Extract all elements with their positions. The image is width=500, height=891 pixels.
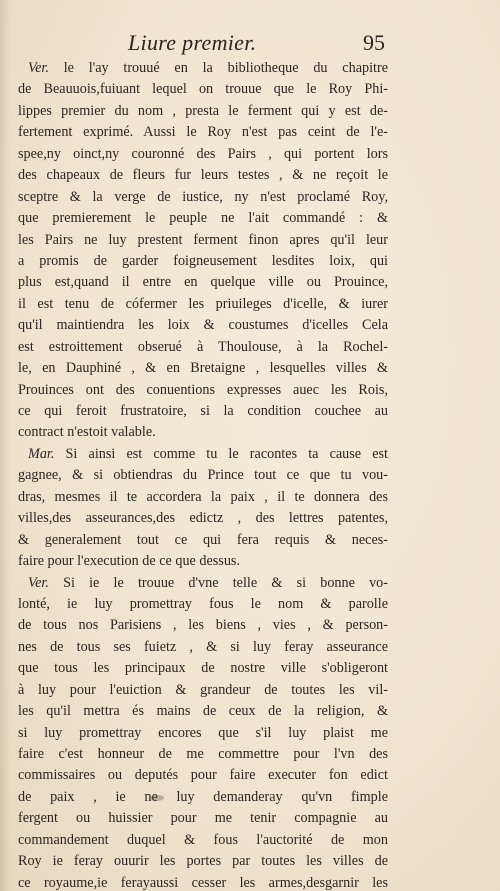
text-line: le, en Dauphiné , & en Bretaigne , lesquelles villes & bbox=[18, 360, 388, 377]
text-line: nes de tous ses fuietz , & si luy feray asseurance bbox=[18, 638, 388, 655]
body-text bbox=[18, 58, 388, 891]
text-line: à luy pour l'euiction & grandeur de toutes les vil- bbox=[18, 681, 388, 698]
text-line: lippes premier du nom , presta le ferment qui y est de- bbox=[18, 102, 388, 119]
text-line: commissaires ou deputés pour faire executer fon edict bbox=[18, 767, 388, 784]
text-line: fergent ou huissier pour me tenir compagnie au bbox=[18, 810, 388, 827]
page-header bbox=[40, 30, 385, 54]
text-line: de paix , ie ne luy demanderay qu'vn fimple bbox=[18, 788, 388, 805]
text-line: Ver. Si ie le trouue d'vne telle & si bonne vo- bbox=[28, 574, 388, 591]
text-line: lonté, ie luy promettray fous le nom & parolle bbox=[18, 595, 388, 612]
text-line: & generalement tout ce qui fera requis & neces- bbox=[18, 531, 388, 548]
text-line: commandement duquel & fous l'auctorité de mon bbox=[18, 831, 388, 848]
speaker-label: Ver. bbox=[28, 60, 49, 76]
text-line: gagnee, & si obtiendras du Prince tout ce que tu vou- bbox=[18, 467, 388, 484]
text-line: est estroittement obserué à Thoulouse, à la Rochel- bbox=[18, 338, 388, 355]
text-line: Mar. Si ainsi est comme tu le racontes ta cause est bbox=[28, 445, 388, 462]
text-line: il est tenu de cófermer les priuileges d'icelle, & iurer bbox=[18, 295, 388, 312]
text-line: plus est,quand il entre en quelque ville ou Prouince, bbox=[18, 274, 388, 291]
text-line: des chapeaux de fleurs fur leurs testes , & ne reçoit le bbox=[18, 167, 388, 184]
text-line: de Beauuois,fuiuant lequel on trouue que le Roy Phi- bbox=[18, 81, 388, 98]
text-line: faire c'est honneur de me commettre pour l'vn des bbox=[18, 746, 388, 762]
text-line: Ver. le l'ay trouué en la bibliotheque du chapitre bbox=[28, 60, 388, 76]
gutter-shadow bbox=[0, 0, 10, 891]
text-line: qu'il maintiendra les loix & coustumes d'icelles Cela bbox=[18, 317, 388, 334]
text-line: a promis de garder foigneusement lesdites loix, qui bbox=[18, 252, 388, 269]
text-line: que premierement le peuple ne l'ait commandé : & bbox=[18, 210, 388, 227]
text-line: les qu'il mettra és mains de ceux de la religion, & bbox=[18, 703, 388, 720]
text-line: faire pour l'execution de ce que dessus. bbox=[18, 553, 240, 570]
text-line: spee,ny oinct,ny couronné des Pairs , qui portent lors bbox=[18, 145, 388, 162]
text-line: sceptre & la verge de iustice, ny n'est proclamé Roy, bbox=[18, 188, 388, 205]
speaker-label: Mar. bbox=[28, 445, 55, 462]
text-line: contract n'estoit valable. bbox=[18, 424, 156, 441]
text-line: Roy ie feray ouurir les portes par toutes les villes de bbox=[18, 853, 388, 870]
text-line: fertement exprimé. Aussi le Roy n'est pas ceint de l'e- bbox=[18, 124, 388, 141]
paper-stain bbox=[150, 795, 164, 801]
page-number: 95 bbox=[363, 30, 385, 55]
text-line: dras, mesmes il te accordera la paix , il te donnera des bbox=[18, 488, 388, 505]
speaker-label: Ver. bbox=[28, 574, 49, 591]
text-line: Prouinces ont des conuentions expresses auec les Rois, bbox=[18, 381, 388, 398]
text-line: villes,des asseurances,des edictz , des lettres patentes, bbox=[18, 510, 388, 527]
text-line: les Pairs ne luy prestent ferment finon apres qu'il leur bbox=[18, 231, 388, 248]
text-line: si luy promettray encores que s'il luy plaist me bbox=[18, 724, 388, 741]
text-line: que tous les principaux de nostre ville s'obligeront bbox=[18, 660, 388, 677]
text-line: de tous nos Parisiens , les biens , vies , & person- bbox=[18, 617, 388, 634]
text-line: ce qui feroit frustratoire, si la condition couchee au bbox=[18, 403, 388, 419]
text-line: ce royaume,ie ferayaussi cesser les armes,desgarnir les bbox=[18, 874, 388, 891]
running-title: Liure premier. bbox=[128, 30, 257, 55]
